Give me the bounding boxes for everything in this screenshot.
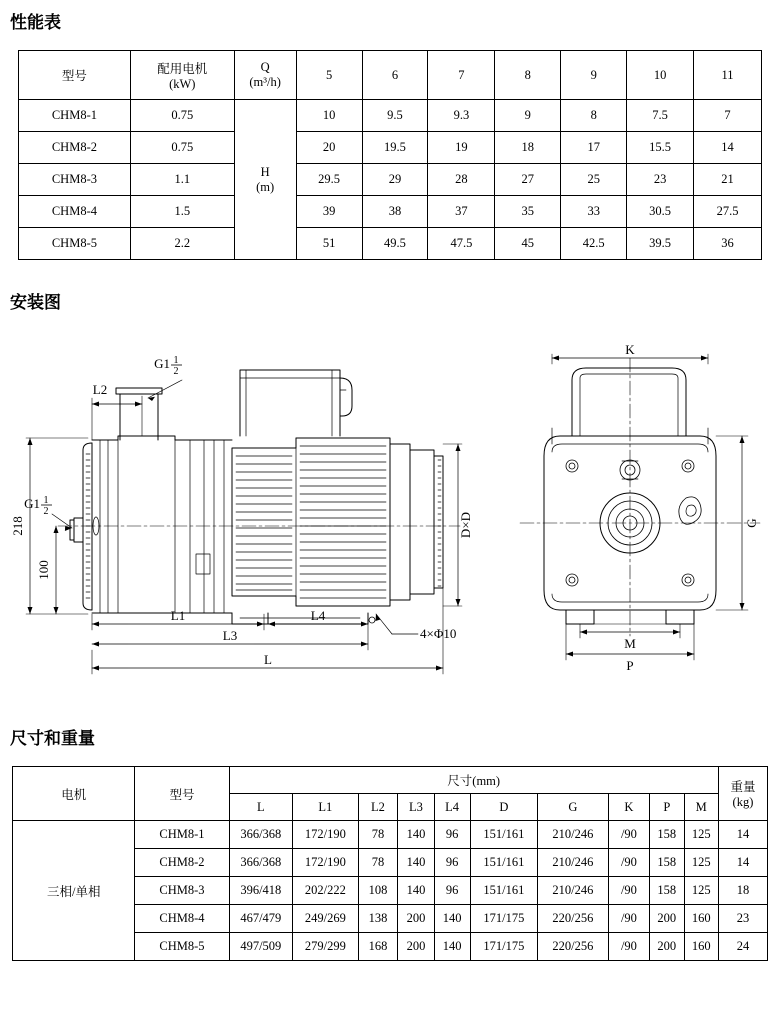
header-flow-6: 6 <box>362 51 428 100</box>
head-symbol: H <box>260 164 270 179</box>
cell-head: 33 <box>561 196 627 228</box>
cell-head: 9 <box>495 100 561 132</box>
cell-value: 168 <box>358 933 398 961</box>
cell-head: 49.5 <box>362 228 428 260</box>
cell-value: 220/256 <box>537 905 608 933</box>
cell-head: 9.3 <box>428 100 495 132</box>
header-col-P: P <box>650 794 684 821</box>
cell-value: 151/161 <box>470 877 537 905</box>
cell-model: CHM8-4 <box>135 905 229 933</box>
cell-model: CHM8-3 <box>19 164 131 196</box>
cell-value: /90 <box>608 849 649 877</box>
cell-value: 210/246 <box>537 877 608 905</box>
cell-model: CHM8-4 <box>19 196 131 228</box>
page-title-dimensions: 尺寸和重量 <box>10 729 95 748</box>
header-weight-label: 重量 <box>730 780 756 794</box>
cell-head: 29 <box>362 164 428 196</box>
cell-value: 151/161 <box>470 849 537 877</box>
header-col-K: K <box>608 794 649 821</box>
cell-head: 51 <box>296 228 362 260</box>
cell-model: CHM8-3 <box>135 877 229 905</box>
table-row <box>19 228 762 260</box>
cell-head: 7 <box>694 100 762 132</box>
header-flow-5: 5 <box>296 51 362 100</box>
cell-value: 171/175 <box>470 905 537 933</box>
label-G-inlet-top-num: 1 <box>173 355 179 366</box>
cell-value: 172/190 <box>293 821 358 849</box>
table-header-row <box>13 767 768 794</box>
cell-head: 30.5 <box>627 196 694 228</box>
cell-head: 8 <box>561 100 627 132</box>
label-L4: L4 <box>310 608 326 623</box>
label-P: P <box>626 658 634 673</box>
cell-value: 200 <box>650 905 684 933</box>
cell-head: 38 <box>362 196 428 228</box>
cell-value: 200 <box>398 933 434 961</box>
header-flow-7: 7 <box>428 51 495 100</box>
cell-value: 140 <box>398 877 434 905</box>
label-M: M <box>624 636 636 651</box>
cell-value: 366/368 <box>229 849 293 877</box>
cell-head: 14 <box>694 132 762 164</box>
cell-model: CHM8-2 <box>19 132 131 164</box>
header-col-L2: L2 <box>358 794 398 821</box>
cell-value: 202/222 <box>293 877 358 905</box>
cell-value: 151/161 <box>470 821 537 849</box>
cell-value: 78 <box>358 849 398 877</box>
cell-value: 396/418 <box>229 877 293 905</box>
header-motor <box>130 51 234 100</box>
cell-head: 7.5 <box>627 100 694 132</box>
cell-head: 29.5 <box>296 164 362 196</box>
header-col-M: M <box>684 794 718 821</box>
cell-head: 9.5 <box>362 100 428 132</box>
cell-value: 78 <box>358 821 398 849</box>
table-row <box>19 132 762 164</box>
cell-weight: 14 <box>718 849 767 877</box>
cell-head: 36 <box>694 228 762 260</box>
header-model: 型号 <box>19 51 131 100</box>
dimensions-table <box>12 766 768 961</box>
cell-head: 27.5 <box>694 196 762 228</box>
cell-value: 140 <box>434 933 470 961</box>
header-col-L4: L4 <box>434 794 470 821</box>
page-title-performance: 性能表 <box>10 13 61 32</box>
cell-head: 17 <box>561 132 627 164</box>
cell-value: 160 <box>684 905 718 933</box>
cell-value: 172/190 <box>293 849 358 877</box>
cell-value: 140 <box>434 905 470 933</box>
cell-power: 1.5 <box>130 196 234 228</box>
cell-head: 47.5 <box>428 228 495 260</box>
cell-head: 27 <box>495 164 561 196</box>
table-row <box>19 164 762 196</box>
cell-head: 23 <box>627 164 694 196</box>
header-col-D: D <box>470 794 537 821</box>
label-218: 218 <box>10 516 25 536</box>
table-row <box>13 821 768 849</box>
cell-model: CHM8-2 <box>135 849 229 877</box>
cell-value: 366/368 <box>229 821 293 849</box>
header-col-G: G <box>537 794 608 821</box>
cell-value: 140 <box>398 849 434 877</box>
cell-value: 125 <box>684 877 718 905</box>
cell-value: 200 <box>650 933 684 961</box>
cell-value: 96 <box>434 821 470 849</box>
cell-head: 19 <box>428 132 495 164</box>
page-title-installation: 安装图 <box>10 293 61 312</box>
header-weight <box>718 767 767 821</box>
cell-power: 1.1 <box>130 164 234 196</box>
cell-weight: 24 <box>718 933 767 961</box>
installation-drawing <box>0 318 780 710</box>
header-flow-unit: (m³/h) <box>249 75 281 89</box>
cell-head: 45 <box>495 228 561 260</box>
cell-head: 25 <box>561 164 627 196</box>
header-flow-9: 9 <box>561 51 627 100</box>
cell-value: 138 <box>358 905 398 933</box>
label-G-inlet-side-den: 2 <box>43 506 49 517</box>
cell-value: /90 <box>608 905 649 933</box>
header-col-L1: L1 <box>293 794 358 821</box>
label-G: G <box>744 518 759 528</box>
label-G-inlet-side: G1 <box>24 496 40 511</box>
header-col-L: L <box>229 794 293 821</box>
cell-value: 210/246 <box>537 821 608 849</box>
label-L: L <box>264 652 272 667</box>
cell-weight: 18 <box>718 877 767 905</box>
cell-head: 42.5 <box>561 228 627 260</box>
cell-value: 158 <box>650 821 684 849</box>
cell-value: 140 <box>398 821 434 849</box>
table-row <box>19 196 762 228</box>
label-G-inlet-side-num: 1 <box>43 495 49 506</box>
table-row <box>19 100 762 132</box>
cell-value: 158 <box>650 849 684 877</box>
cell-motor-type: 三相/单相 <box>13 821 135 961</box>
head-unit: (m) <box>256 179 275 194</box>
header-motor-label: 配用电机 <box>157 61 208 76</box>
cell-value: /90 <box>608 821 649 849</box>
header-motor-unit: (kW) <box>169 76 196 91</box>
cell-value: /90 <box>608 933 649 961</box>
label-L3: L3 <box>222 628 238 643</box>
cell-value: 125 <box>684 821 718 849</box>
header-flow-11: 11 <box>694 51 762 100</box>
cell-value: 108 <box>358 877 398 905</box>
label-100: 100 <box>36 560 51 580</box>
cell-value: 220/256 <box>537 933 608 961</box>
cell-model: CHM8-5 <box>19 228 131 260</box>
label-L2: L2 <box>92 382 108 397</box>
cell-model: CHM8-1 <box>135 821 229 849</box>
header-motor: 电机 <box>13 767 135 821</box>
cell-head: 35 <box>495 196 561 228</box>
cell-head: 39.5 <box>627 228 694 260</box>
header-flow-10: 10 <box>627 51 694 100</box>
cell-head: 19.5 <box>362 132 428 164</box>
cell-power: 0.75 <box>130 100 234 132</box>
label-K: K <box>625 342 635 357</box>
cell-head: 18 <box>495 132 561 164</box>
header-flow <box>234 51 296 100</box>
header-weight-unit: (kg) <box>732 795 754 809</box>
cell-value: 200 <box>398 905 434 933</box>
cell-value: /90 <box>608 877 649 905</box>
label-DxD: D×D <box>458 511 473 539</box>
label-L1: L1 <box>170 608 186 623</box>
performance-table <box>18 50 762 260</box>
header-col-L3: L3 <box>398 794 434 821</box>
cell-model: CHM8-5 <box>135 933 229 961</box>
cell-weight: 23 <box>718 905 767 933</box>
cell-head: 20 <box>296 132 362 164</box>
cell-value: 158 <box>650 877 684 905</box>
cell-head: 37 <box>428 196 495 228</box>
cell-head: 21 <box>694 164 762 196</box>
cell-value: 249/269 <box>293 905 358 933</box>
cell-value: 96 <box>434 877 470 905</box>
header-flow-symbol: Q <box>260 60 270 74</box>
label-G-inlet-top: G1 <box>154 356 170 371</box>
cell-head: 28 <box>428 164 495 196</box>
cell-value: 279/299 <box>293 933 358 961</box>
cell-value: 171/175 <box>470 933 537 961</box>
cell-power: 0.75 <box>130 132 234 164</box>
header-model: 型号 <box>135 767 229 821</box>
cell-value: 125 <box>684 849 718 877</box>
table-header-row <box>19 51 762 100</box>
cell-weight: 14 <box>718 821 767 849</box>
cell-head-symbol <box>234 100 296 260</box>
cell-head: 10 <box>296 100 362 132</box>
label-4xPhi10: 4×Φ10 <box>420 626 457 641</box>
header-flow-8: 8 <box>495 51 561 100</box>
cell-value: 160 <box>684 933 718 961</box>
cell-value: 210/246 <box>537 849 608 877</box>
header-size-group: 尺寸(mm) <box>229 767 718 794</box>
cell-model: CHM8-1 <box>19 100 131 132</box>
cell-value: 467/479 <box>229 905 293 933</box>
cell-head: 15.5 <box>627 132 694 164</box>
cell-power: 2.2 <box>130 228 234 260</box>
cell-value: 497/509 <box>229 933 293 961</box>
cell-value: 96 <box>434 849 470 877</box>
label-G-inlet-top-den: 2 <box>173 366 179 377</box>
cell-head: 39 <box>296 196 362 228</box>
